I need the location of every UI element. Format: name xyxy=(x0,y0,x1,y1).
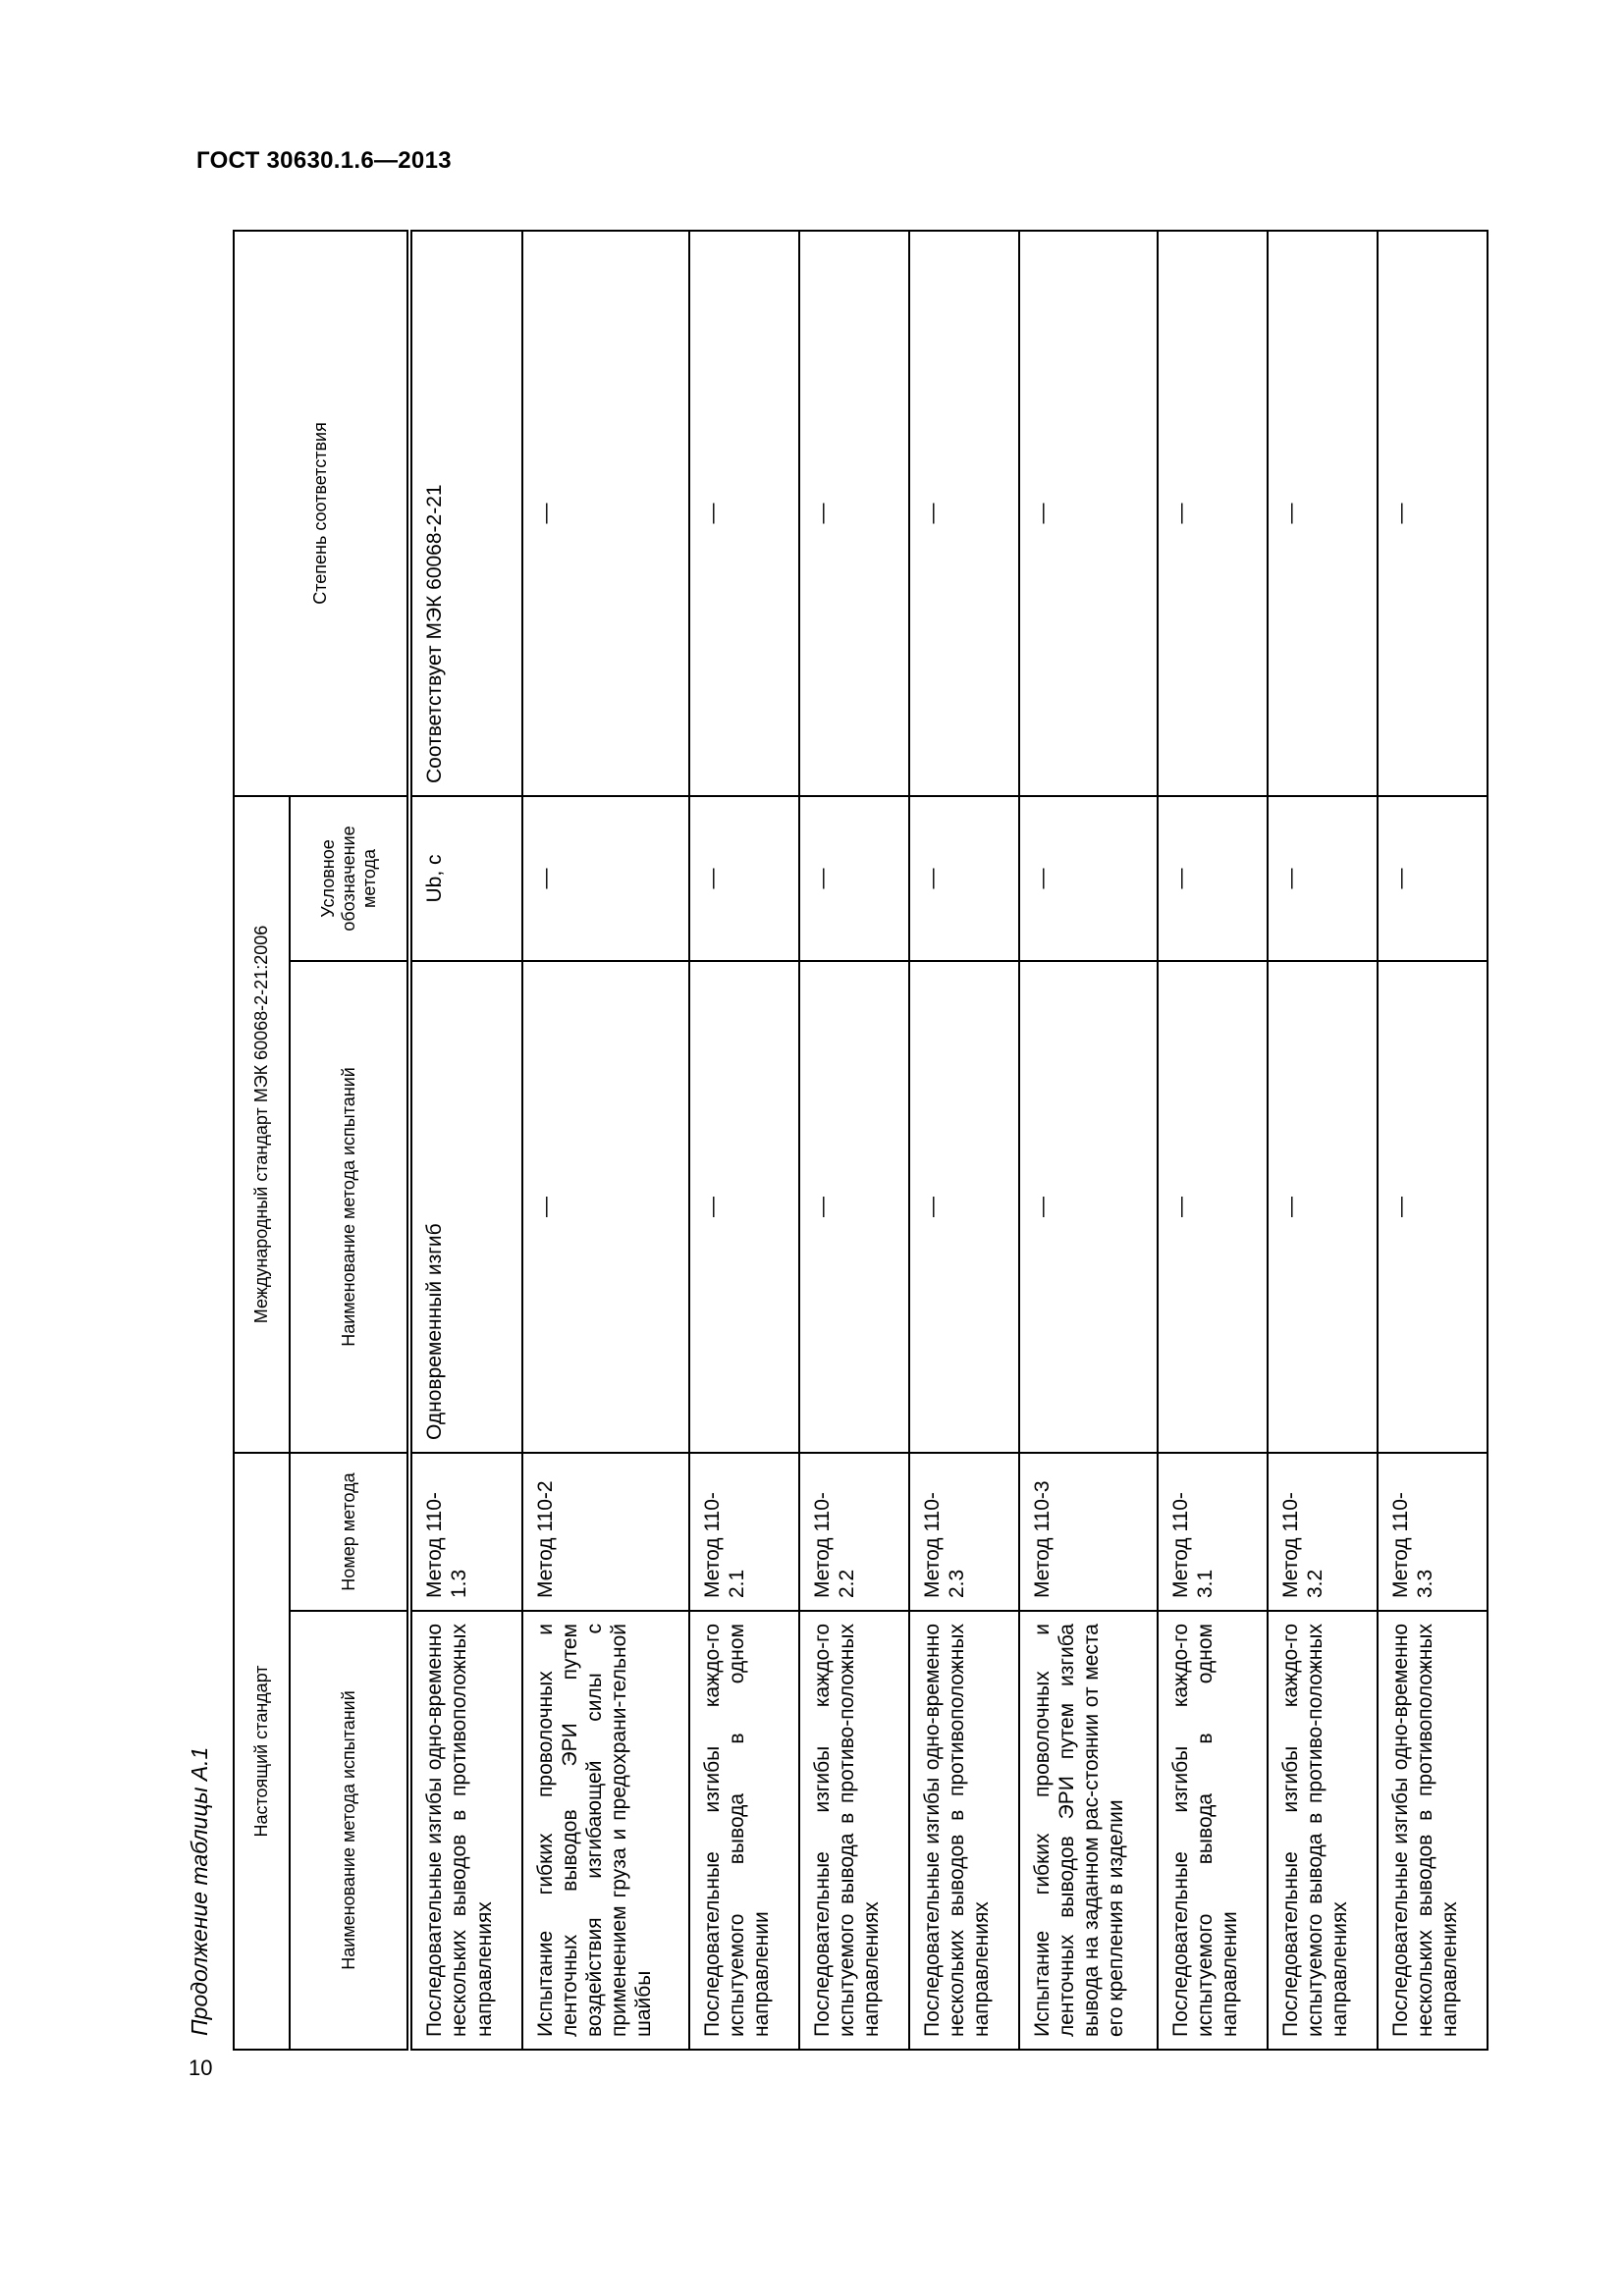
cell-int-designation: — xyxy=(1268,796,1378,961)
table-row xyxy=(522,231,689,2050)
cell-compliance: — xyxy=(689,231,799,796)
cell-int-method-name: — xyxy=(909,961,1019,1453)
cell-nat-method-name: Последовательные изгибы каждо-го испытуемого вывода в одном направлении xyxy=(1158,1611,1268,2050)
cell-compliance: — xyxy=(1019,231,1158,796)
cell-nat-method-name: Испытание гибких проволочных и ленточных выводов ЭРИ путем воздействия изгибающей силы с применением груза и предохрани-тельной шайбы xyxy=(522,1611,689,2050)
table-row xyxy=(1268,231,1378,2050)
table-row xyxy=(689,231,799,2050)
header-nat-method-name: Наименование метода испытаний xyxy=(290,1611,409,2050)
cell-nat-method-number: Метод 110-2.3 xyxy=(909,1453,1019,1611)
cell-int-designation: — xyxy=(689,796,799,961)
cell-int-method-name: — xyxy=(799,961,909,1453)
cell-nat-method-name: Последовательные изгибы каждо-го испытуемого вывода в противо-положных направлениях xyxy=(1268,1611,1378,2050)
cell-nat-method-name: Испытание гибких проволочных и ленточных выводов ЭРИ путем изгиба вывода на заданном рас-стоянии от места его крепления в изделии xyxy=(1019,1611,1158,2050)
cell-compliance: Соответствует МЭК 60068-2-21 xyxy=(409,231,521,796)
cell-nat-method-name: Последовательные изгибы одно-временно нескольких выводов в противоположных направлениях xyxy=(909,1611,1019,2050)
cell-compliance: — xyxy=(909,231,1019,796)
cell-int-designation: — xyxy=(799,796,909,961)
table-row xyxy=(1019,231,1158,2050)
table-row xyxy=(799,231,909,2050)
cell-compliance: — xyxy=(522,231,689,796)
cell-compliance: — xyxy=(799,231,909,796)
table-caption: Продолжение таблицы А.1 xyxy=(187,1746,212,2036)
table-row xyxy=(909,231,1019,2050)
cell-int-designation: — xyxy=(522,796,689,961)
cell-nat-method-number: Метод 110-2.2 xyxy=(799,1453,909,1611)
header-nat-method-number: Номер метода xyxy=(290,1453,409,1611)
cell-int-method-name: — xyxy=(1268,961,1378,1453)
cell-nat-method-name: Последовательные изгибы одно-временно нескольких выводов в противоположных направлениях xyxy=(1378,1611,1488,2050)
cell-int-method-name: — xyxy=(522,961,689,1453)
cell-int-method-name: Одновременный изгиб xyxy=(409,961,521,1453)
header-int-method-name: Наименование метода испытаний xyxy=(290,961,409,1453)
cell-nat-method-number: Метод 110-3.2 xyxy=(1268,1453,1378,1611)
cell-int-designation: Ub, c xyxy=(409,796,521,961)
cell-int-designation: — xyxy=(1158,796,1268,961)
cell-int-designation: — xyxy=(1019,796,1158,961)
cell-compliance: — xyxy=(1268,231,1378,796)
cell-int-method-name: — xyxy=(1378,961,1488,1453)
cell-int-method-name: — xyxy=(1158,961,1268,1453)
cell-compliance: — xyxy=(1158,231,1268,796)
header-int-designation: Условное обозначение метода xyxy=(290,796,409,961)
cell-nat-method-name: Последовательные изгибы одно-временно нескольких выводов в противоположных направлениях xyxy=(409,1611,521,2050)
header-row-groups xyxy=(234,231,290,2050)
cell-nat-method-name: Последовательные изгибы каждо-го испытуемого вывода в одном направлении xyxy=(689,1611,799,2050)
cell-int-method-name: — xyxy=(689,961,799,1453)
table-row xyxy=(409,231,521,2050)
cell-int-designation: — xyxy=(1378,796,1488,961)
table-row xyxy=(1158,231,1268,2050)
cell-nat-method-number: Метод 110-3 xyxy=(1019,1453,1158,1611)
cell-int-method-name: — xyxy=(1019,961,1158,1453)
cell-nat-method-number: Метод 110-3.1 xyxy=(1158,1453,1268,1611)
cell-nat-method-name: Последовательные изгибы каждо-го испытуемого вывода в противо-положных направлениях xyxy=(799,1611,909,2050)
table-body xyxy=(409,231,1488,2050)
header-compliance: Степень соответствия xyxy=(234,231,409,796)
cell-int-designation: — xyxy=(909,796,1019,961)
rotated-table-wrapper xyxy=(233,232,1489,2051)
cell-nat-method-number: Метод 110-2 xyxy=(522,1453,689,1611)
cell-nat-method-number: Метод 110-1.3 xyxy=(409,1453,521,1611)
table-row xyxy=(1378,231,1488,2050)
header-international-standard: Международный стандарт МЭК 60068-2-21:2006 xyxy=(234,796,290,1453)
cell-nat-method-number: Метод 110-2.1 xyxy=(689,1453,799,1611)
cell-nat-method-number: Метод 110-3.3 xyxy=(1378,1453,1488,1611)
cell-compliance: — xyxy=(1378,231,1488,796)
page-number: 10 xyxy=(189,2056,213,2080)
header-national-standard: Настоящий стандарт xyxy=(234,1453,290,2050)
document-code: ГОСТ 30630.1.6—2013 xyxy=(196,147,452,174)
comparison-table xyxy=(233,230,1489,2051)
